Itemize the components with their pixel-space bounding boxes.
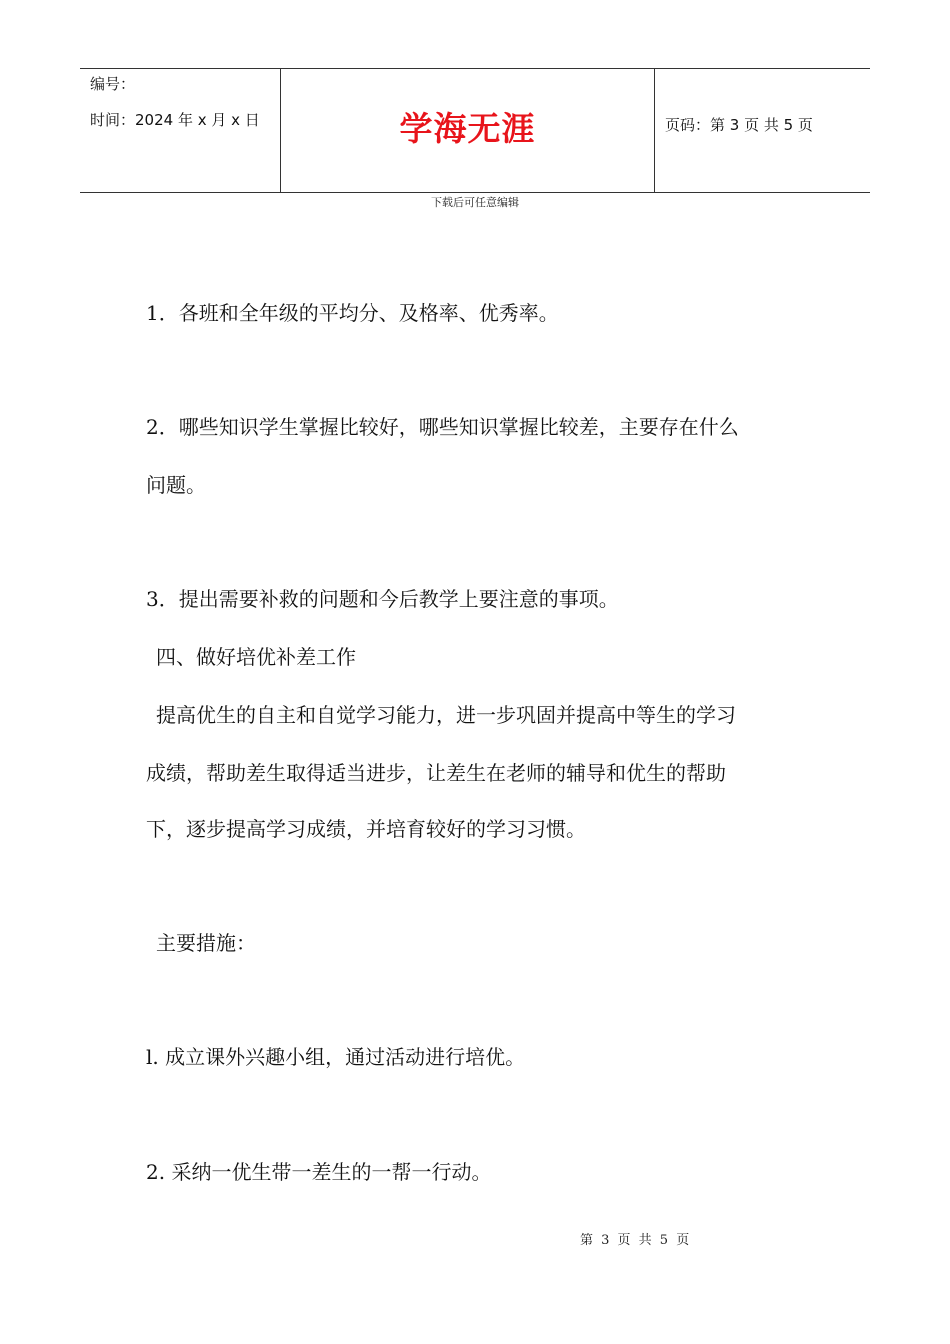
document-header [80,68,870,193]
measure-1: l. 成立课外兴趣小组，通过活动进行培优。 [146,1045,526,1069]
page-footer: 第 3 页 共 5 页 [580,1233,692,1248]
paragraph-4-line-2: 成绩，帮助差生取得适当进步，让差生在老师的辅导和优生的帮助 [146,761,726,785]
paragraph-4-line-1: 提高优生的自主和自觉学习能力，进一步巩固并提高中等生的学习 [156,703,736,727]
document-number-label: 编号： [90,75,136,93]
measures-heading: 主要措施： [156,931,256,955]
header-middle-cell [281,69,655,192]
edit-note: 下载后可任意编辑 [431,196,519,209]
header-page-info: 页码：第 3 页 共 5 页 [665,116,813,134]
section-heading-4: 四、做好培优补差工作 [156,645,356,669]
brand-title: 学海无涯 [399,109,536,148]
paragraph-2-line-2: 问题。 [146,473,206,497]
paragraph-1: 1．各班和全年级的平均分、及格率、优秀率。 [146,301,559,325]
document-date-label: 时间：2024 年 x 月 x 日 [90,111,260,129]
measure-2: 2. 采纳一优生带一差生的一帮一行动。 [146,1160,492,1184]
header-right-cell [655,69,870,192]
paragraph-2-line-1: 2．哪些知识学生掌握比较好，哪些知识掌握比较差，主要存在什么 [146,415,739,439]
paragraph-4-line-3: 下，逐步提高学习成绩，并培育较好的学习习惯。 [146,817,586,841]
header-left-cell [80,69,281,192]
paragraph-3: 3．提出需要补救的问题和今后教学上要注意的事项。 [146,587,619,611]
